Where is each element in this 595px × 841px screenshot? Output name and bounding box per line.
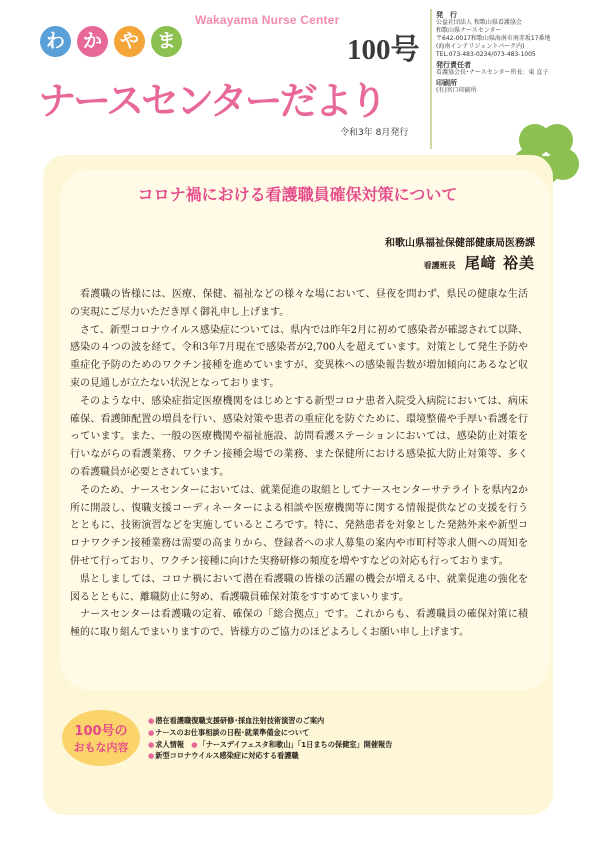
author-signature: [424, 252, 535, 273]
article-paragraph: ナースセンターは看護職の定着、確保の「総合拠点」です。これからも、看護職員の確保対策に積極的に取り組んでまいりますので、皆様方のご協力のほどよろしくお願い申し上げます。: [70, 609, 528, 639]
publisher-info: [436, 9, 566, 95]
article-paragraph: そのため、ナースセンターにおいては、就業促進の取組としてナースセンターサテライトを県内2か所に開設し、復職支援コーディネーターによる相談や医療機関等に関する情報提供などの支援を行うとともに、技術演習などを実施しているところです。特に、発熱患者を対象とした発熱外来や新型コロナワクチン接種業務は需要の高まりから、登録者への求人募集の案内や市町村等求人側への周知を併せて行っており、ワクチン接種に向けた実務研修の頻度を増やすなどの対応も行っております。: [70, 484, 528, 567]
publisher-line: 公益社団法人 和歌山県看護協会: [436, 19, 522, 26]
logo-kana-wa: わ: [40, 26, 71, 57]
bullet-icon: ●: [148, 751, 155, 761]
publisher-line: 和歌山県ナースセンター: [436, 27, 502, 34]
contents-badge-title: 100号の: [74, 724, 128, 739]
article-paragraph: 看護職の皆様には、医療、保健、福祉などの様々な場において、昼夜を問わず、県民の健康な生活の実現にご尽力いただき厚く御礼申し上げます。: [70, 289, 528, 318]
author-affiliation: 和歌山県福祉保健部健康局医務課: [385, 238, 535, 249]
publisher-divider: [430, 9, 432, 149]
publisher-line: TEL.073-483-0234/073-483-1005: [436, 51, 536, 58]
issue-date: 令和3年 8月発行: [340, 128, 409, 138]
article-paragraph: そのような中、感染症指定医療機関をはじめとする新型コロナ患者入院受入病院においては、病床確保、看護師配置の増員を行い、感染対策や患者の重症化を防ぐために、環境整備や手厚い看護を行っています。また、一般の医療機関や福祉施設、訪問看護ステーションにおいては、感染防止対策を行いながらの看護業務、ワクチン接種会場での業務、また保健所における感染拡大防止対策等、多くの看護職員が必要とされています。: [70, 395, 528, 478]
contents-item-label: 求人情報: [155, 739, 185, 749]
contents-item-label: 新型コロナウイルス感染症に対応する看護職: [155, 751, 299, 761]
contents-item[interactable]: [148, 727, 528, 739]
publisher-line: 〒642-0017和歌山県海南市南赤坂17番地: [436, 35, 551, 42]
contents-item[interactable]: [148, 715, 528, 727]
publisher-label: 発 行: [436, 11, 457, 19]
bullet-icon: ●: [191, 739, 198, 749]
contents-item[interactable]: [148, 739, 528, 751]
bullet-icon: ●: [148, 727, 155, 737]
article-paragraph: 県としましては、コロナ禍において潜在看護職の皆様の活躍の機会が増える中、就業促進の強化を図るとともに、離職防止に努め、看護職員確保対策をすすめてまいります。: [70, 573, 528, 603]
contents-item-label: 潜在看護職復職支援研修･採血注射技術演習のご案内: [155, 716, 325, 725]
printer-name: (有)宮口印刷所: [436, 87, 477, 94]
article-paragraph: さて、新型コロナウイルス感染症については、県内では昨年2月に初めて感染者が確認されて以降、感染の４つの波を経て、令和3年7月現在で感染者が2,700人を超えています。対策として発生予防や重症化予防のためのワクチン接種を進めていますが、変異株への感染報告数が増加傾向にあるなど収束の見通しが立たない状況となっております。: [70, 324, 528, 389]
logo-kana-ka: か: [77, 26, 108, 57]
logo-kana-ya: や: [114, 26, 145, 57]
article-heading: コロナ禍における看護職員確保対策について: [137, 185, 458, 204]
contents-item[interactable]: [148, 750, 528, 762]
editor-label: 発行責任者: [436, 61, 471, 69]
contents-badge-subtitle: おもな内容: [73, 741, 129, 754]
logo-kana-ma: ま: [151, 26, 182, 57]
bullet-icon: ●: [148, 716, 155, 725]
contents-item-label: ナースのお仕事相談の日程･就業準備金について: [155, 727, 310, 737]
contents-item-label: 「ナースデイフェスタ和歌山」「1日まちの保健室」開催報告: [198, 739, 393, 749]
printer-label: 印刷所: [436, 79, 457, 87]
publisher-line: (海南インテリジェントパーク内): [436, 43, 525, 50]
author-role: 看護班長: [423, 260, 456, 270]
newsletter-title: ナースセンターだより: [38, 79, 385, 123]
english-name: Wakayama Nurse Center: [195, 13, 340, 27]
editor-name: 看護協会長･ナースセンター所長：東 直子: [436, 69, 549, 76]
contents-list: [148, 715, 528, 762]
author-name: 尾﨑 裕美: [464, 254, 535, 272]
issue-number: 100号: [347, 34, 420, 66]
article-body: [70, 286, 528, 642]
bullet-icon: ●: [148, 739, 155, 749]
